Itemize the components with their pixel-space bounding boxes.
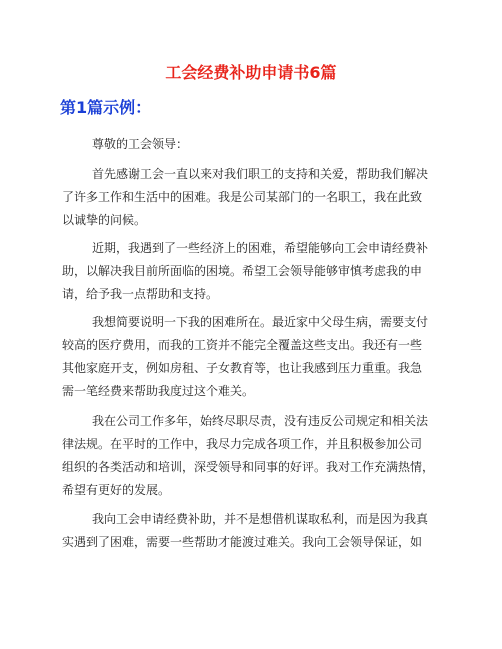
paragraph-line: 较高的医疗费用，而我的工资并不能完全覆盖这些支出。我还有一些 <box>62 338 423 352</box>
paragraph-line: 了许多工作和生活中的困难。我是公司某部门的一名职工，我在此致 <box>62 190 423 204</box>
paragraph-line: 实遇到了困难，需要一些帮助才能渡过难关。我向工会领导保证，如 <box>62 535 423 549</box>
document-title: 工会经费补助申请书6篇 <box>165 63 337 82</box>
paragraph-line: 助，以解决我目前所面临的困境。希望工会领导能够审慎考虑我的申 <box>62 264 423 278</box>
paragraph-line: 需一笔经费来帮助我度过这个难关。 <box>62 384 255 398</box>
section-heading: 第1篇示例： <box>60 98 152 117</box>
paragraph-line: 首先感谢工会一直以来对我们职工的支持和关爱，帮助我们解决 <box>92 167 429 181</box>
paragraph-line: 我想简要说明一下我的困难所在。最近家中父母生病，需要支付 <box>92 315 429 329</box>
paragraph-line: 我在公司工作多年，始终尽职尽责，没有违反公司规定和相关法 <box>92 414 429 428</box>
body-paragraph-1 <box>62 163 446 232</box>
paragraph-line: 其他家庭开支，例如房租、子女教育等，也让我感到压力重重。我急 <box>62 361 423 375</box>
salutation-paragraph <box>62 133 446 156</box>
paragraph-line: 希望有更好的发展。 <box>62 483 171 497</box>
body-paragraph-4 <box>62 410 446 502</box>
body-paragraph-3 <box>62 311 446 403</box>
paragraph-line: 近期，我遇到了一些经济上的困难，希望能够向工会申请经费补 <box>92 241 429 255</box>
paragraph-line: 组织的各类活动和培训，深受领导和同事的好评。我对工作充满热情， <box>62 460 435 474</box>
paragraph-line: 尊敬的工会领导： <box>92 137 189 151</box>
paragraph-line: 律法规。在平时的工作中，我尽力完成各项工作，并且积极参加公司 <box>62 437 423 451</box>
body-paragraph-5 <box>62 508 446 554</box>
paragraph-line: 我向工会申请经费补助，并不是想借机谋取私利，而是因为我真 <box>92 512 429 526</box>
paragraph-line: 请，给予我一点帮助和支持。 <box>62 287 219 301</box>
body-paragraph-2 <box>62 237 446 306</box>
paragraph-line: 以诚挚的问候。 <box>62 213 147 227</box>
